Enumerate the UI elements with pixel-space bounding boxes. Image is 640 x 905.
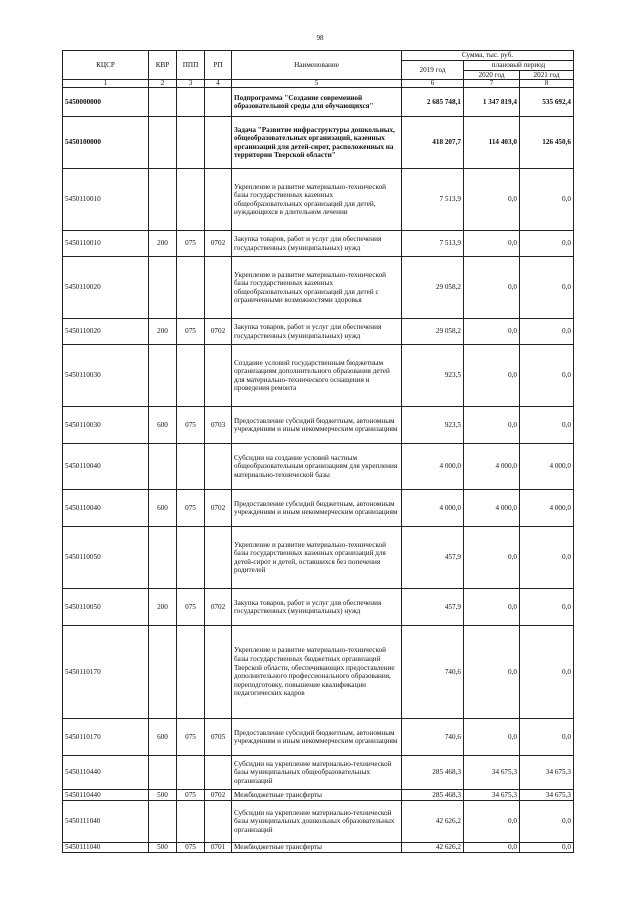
cell-amount-2020: 114 403,0	[464, 117, 520, 169]
cell-kvr	[149, 169, 177, 231]
cell-amount-2019: 29 058,2	[402, 319, 464, 345]
table-row	[63, 257, 574, 319]
cell-ppp	[177, 169, 205, 231]
cell-kvr: 200	[149, 319, 177, 345]
cell-rp	[205, 257, 232, 319]
cell-kcsr: 5450111040	[63, 801, 149, 843]
cell-amount-2021: 0,0	[520, 319, 574, 345]
cell-kvr: 600	[149, 490, 177, 527]
cell-amount-2020: 0,0	[464, 719, 520, 756]
cell-name: Межбюджетные трансферты	[232, 843, 402, 853]
cell-rp	[205, 345, 232, 407]
cell-name: Создание условий государственным бюджетным организациям дополнительного образования детей для материально-технического оснащения и проведения ремонта	[232, 345, 402, 407]
cell-ppp: 075	[177, 790, 205, 801]
table-row	[63, 756, 574, 790]
column-number: 4	[205, 80, 232, 88]
cell-rp: 0702	[205, 490, 232, 527]
cell-ppp: 075	[177, 407, 205, 444]
cell-ppp	[177, 527, 205, 589]
cell-amount-2021: 0,0	[520, 801, 574, 843]
cell-amount-2019: 285 468,3	[402, 790, 464, 801]
cell-amount-2019: 29 058,2	[402, 257, 464, 319]
cell-amount-2019: 7 513,9	[402, 169, 464, 231]
cell-name: Предоставление субсидий бюджетным, автономным учреждениям и иным некоммерческим организациям	[232, 490, 402, 527]
cell-amount-2019: 923,5	[402, 345, 464, 407]
cell-name: Предоставление субсидий бюджетным, автономным учреждениям и иным некоммерческим организациям	[232, 719, 402, 756]
table-row	[63, 490, 574, 527]
cell-amount-2019: 457,9	[402, 589, 464, 626]
cell-kcsr: 5450110440	[63, 756, 149, 790]
cell-ppp: 075	[177, 843, 205, 853]
cell-amount-2020: 4 000,0	[464, 490, 520, 527]
page-number: 98	[316, 34, 324, 42]
cell-name: Закупка товаров, работ и услуг для обеспечения государственных (муниципальных) нужд	[232, 319, 402, 345]
cell-amount-2020: 1 347 819,4	[464, 88, 520, 117]
cell-rp	[205, 527, 232, 589]
cell-amount-2021: 4 000,0	[520, 490, 574, 527]
header-sum: Сумма, тыс. руб.	[402, 51, 574, 61]
cell-amount-2020: 0,0	[464, 589, 520, 626]
cell-kvr: 200	[149, 589, 177, 626]
cell-amount-2021: 0,0	[520, 345, 574, 407]
budget-table-container	[62, 50, 573, 853]
cell-amount-2021: 0,0	[520, 169, 574, 231]
cell-amount-2020: 0,0	[464, 527, 520, 589]
table-row	[63, 407, 574, 444]
cell-amount-2020: 0,0	[464, 231, 520, 257]
column-number: 1	[63, 80, 149, 88]
cell-name: Закупка товаров, работ и услуг для обеспечения государственных (муниципальных) нужд	[232, 231, 402, 257]
column-number: 2	[149, 80, 177, 88]
header-ppp: ППП	[177, 51, 205, 80]
cell-ppp	[177, 88, 205, 117]
table-row	[63, 169, 574, 231]
table-row	[63, 626, 574, 719]
cell-rp	[205, 626, 232, 719]
cell-amount-2021: 0,0	[520, 257, 574, 319]
cell-amount-2020: 34 675,3	[464, 790, 520, 801]
cell-amount-2020: 0,0	[464, 801, 520, 843]
cell-kcsr: 5450110440	[63, 790, 149, 801]
header-name: Наименование	[232, 51, 402, 80]
cell-amount-2021: 0,0	[520, 626, 574, 719]
cell-amount-2019: 2 685 748,1	[402, 88, 464, 117]
table-row	[63, 345, 574, 407]
cell-amount-2020: 0,0	[464, 257, 520, 319]
header-2021: 2021 год	[520, 70, 574, 80]
cell-kcsr: 5450110170	[63, 626, 149, 719]
table-row	[63, 527, 574, 589]
cell-kvr	[149, 345, 177, 407]
cell-kvr	[149, 257, 177, 319]
table-row	[63, 790, 574, 801]
cell-amount-2021: 34 675,3	[520, 756, 574, 790]
header-kcsr: КЦСР	[63, 51, 149, 80]
cell-amount-2020: 0,0	[464, 407, 520, 444]
table-row	[63, 88, 574, 117]
cell-amount-2019: 42 626,2	[402, 801, 464, 843]
table-row	[63, 117, 574, 169]
table-row	[63, 719, 574, 756]
cell-name: Субсидии на укрепление материально-технической базы муниципальных общеобразовательных организаций	[232, 756, 402, 790]
cell-ppp	[177, 626, 205, 719]
cell-amount-2020: 0,0	[464, 626, 520, 719]
cell-ppp	[177, 444, 205, 490]
cell-rp	[205, 169, 232, 231]
cell-amount-2021: 0,0	[520, 407, 574, 444]
cell-amount-2021: 535 692,4	[520, 88, 574, 117]
cell-ppp: 075	[177, 231, 205, 257]
cell-name: Предоставление субсидий бюджетным, автономным учреждениям и иным некоммерческим организациям	[232, 407, 402, 444]
cell-name: Укрепление и развитие материально-технической базы государственных казенных общеобразовательных организаций для детей, нуждающихся в длительном лечении	[232, 169, 402, 231]
cell-rp	[205, 801, 232, 843]
cell-kvr	[149, 756, 177, 790]
cell-kcsr: 5450110040	[63, 444, 149, 490]
cell-name: Укрепление и развитие материально-технической базы государственных бюджетных организаций Тверской области, обеспечивающих предоставление дополнительного профессионального образования, переподготовку, повышение квалификации педагогических кадров	[232, 626, 402, 719]
cell-kcsr: 5450110020	[63, 257, 149, 319]
cell-rp	[205, 444, 232, 490]
table-row	[63, 444, 574, 490]
cell-kcsr: 5450100000	[63, 117, 149, 169]
cell-kcsr: 5450110010	[63, 169, 149, 231]
cell-name: Задача "Развитие инфраструктуры дошкольных, общеобразовательных организаций, казенных организаций для детей-сирот, расположенных на территории Тверской области"	[232, 117, 402, 169]
table-row	[63, 843, 574, 853]
cell-kcsr: 5450111040	[63, 843, 149, 853]
header-2020: 2020 год	[464, 70, 520, 80]
cell-name: Укрепление и развитие материально-технической базы государственных казенных общеобразовательных организаций для детей с ограниченными возможностями здоровья	[232, 257, 402, 319]
table-body	[63, 88, 574, 853]
cell-amount-2021: 34 675,3	[520, 790, 574, 801]
cell-amount-2021: 0,0	[520, 719, 574, 756]
column-number: 7	[464, 80, 520, 88]
cell-rp: 0702	[205, 231, 232, 257]
cell-name: Субсидии на создание условий частным общеобразовательным организациям для укрепления материально-технической базы	[232, 444, 402, 490]
cell-kcsr: 5450110020	[63, 319, 149, 345]
cell-rp	[205, 88, 232, 117]
cell-kcsr: 5450110010	[63, 231, 149, 257]
cell-amount-2019: 4 000,0	[402, 444, 464, 490]
cell-kvr	[149, 444, 177, 490]
cell-amount-2019: 7 513,9	[402, 231, 464, 257]
cell-amount-2021: 0,0	[520, 527, 574, 589]
cell-amount-2021: 0,0	[520, 231, 574, 257]
cell-rp: 0702	[205, 589, 232, 626]
cell-kvr	[149, 88, 177, 117]
header-kvr: КВР	[149, 51, 177, 80]
cell-amount-2020: 4 000,0	[464, 444, 520, 490]
table-row	[63, 589, 574, 626]
cell-rp: 0703	[205, 407, 232, 444]
cell-kcsr: 5450000000	[63, 88, 149, 117]
cell-rp: 0701	[205, 843, 232, 853]
cell-kcsr: 5450110030	[63, 345, 149, 407]
cell-rp	[205, 117, 232, 169]
column-number: 5	[232, 80, 402, 88]
cell-ppp: 075	[177, 490, 205, 527]
table-row	[63, 231, 574, 257]
cell-kvr: 500	[149, 790, 177, 801]
cell-amount-2020: 0,0	[464, 319, 520, 345]
cell-ppp	[177, 801, 205, 843]
cell-rp: 0705	[205, 719, 232, 756]
header-column-numbers	[63, 80, 574, 88]
cell-kcsr: 5450110050	[63, 589, 149, 626]
cell-amount-2019: 42 626,2	[402, 843, 464, 853]
cell-ppp: 075	[177, 589, 205, 626]
cell-ppp: 075	[177, 719, 205, 756]
cell-amount-2020: 34 675,3	[464, 756, 520, 790]
cell-amount-2019: 4 000,0	[402, 490, 464, 527]
cell-amount-2019: 923,5	[402, 407, 464, 444]
cell-kvr	[149, 527, 177, 589]
cell-kvr	[149, 626, 177, 719]
table-header	[63, 51, 574, 88]
cell-ppp	[177, 345, 205, 407]
cell-amount-2019: 418 207,7	[402, 117, 464, 169]
cell-amount-2019: 285 468,3	[402, 756, 464, 790]
cell-kvr: 200	[149, 231, 177, 257]
cell-name: Межбюджетные трансферты	[232, 790, 402, 801]
cell-kcsr: 5450110040	[63, 490, 149, 527]
cell-amount-2019: 740,6	[402, 626, 464, 719]
column-number: 6	[402, 80, 464, 88]
cell-name: Укрепление и развитие материально-технической базы государственных казенных организаций для детей-сирот и детей, оставшихся без попечения родителей	[232, 527, 402, 589]
cell-amount-2019: 457,9	[402, 527, 464, 589]
cell-amount-2021: 0,0	[520, 843, 574, 853]
header-planned: плановый период	[464, 61, 574, 71]
cell-kvr: 600	[149, 407, 177, 444]
cell-amount-2020: 0,0	[464, 169, 520, 231]
cell-amount-2020: 0,0	[464, 843, 520, 853]
cell-kvr	[149, 801, 177, 843]
table-row	[63, 801, 574, 843]
cell-ppp	[177, 257, 205, 319]
column-number: 8	[520, 80, 574, 88]
cell-kcsr: 5450110030	[63, 407, 149, 444]
header-rp: РП	[205, 51, 232, 80]
header-2019: 2019 год	[402, 61, 464, 80]
cell-kvr: 600	[149, 719, 177, 756]
budget-table	[62, 50, 574, 853]
cell-name: Закупка товаров, работ и услуг для обеспечения государственных (муниципальных) нужд	[232, 589, 402, 626]
cell-amount-2019: 740,6	[402, 719, 464, 756]
cell-rp	[205, 756, 232, 790]
cell-kvr	[149, 117, 177, 169]
cell-name: Подпрограмма "Создание современной образовательной среды для обучающихся"	[232, 88, 402, 117]
table-row	[63, 319, 574, 345]
cell-rp: 0702	[205, 319, 232, 345]
cell-kcsr: 5450110170	[63, 719, 149, 756]
cell-name: Субсидии на укрепление материально-технической базы муниципальных дошкольных образовательных организаций	[232, 801, 402, 843]
cell-kvr: 500	[149, 843, 177, 853]
column-number: 3	[177, 80, 205, 88]
cell-amount-2021: 126 450,6	[520, 117, 574, 169]
cell-ppp	[177, 117, 205, 169]
cell-amount-2021: 0,0	[520, 589, 574, 626]
cell-amount-2021: 4 000,0	[520, 444, 574, 490]
cell-amount-2020: 0,0	[464, 345, 520, 407]
cell-kcsr: 5450110050	[63, 527, 149, 589]
cell-ppp: 075	[177, 319, 205, 345]
cell-ppp	[177, 756, 205, 790]
cell-rp: 0702	[205, 790, 232, 801]
